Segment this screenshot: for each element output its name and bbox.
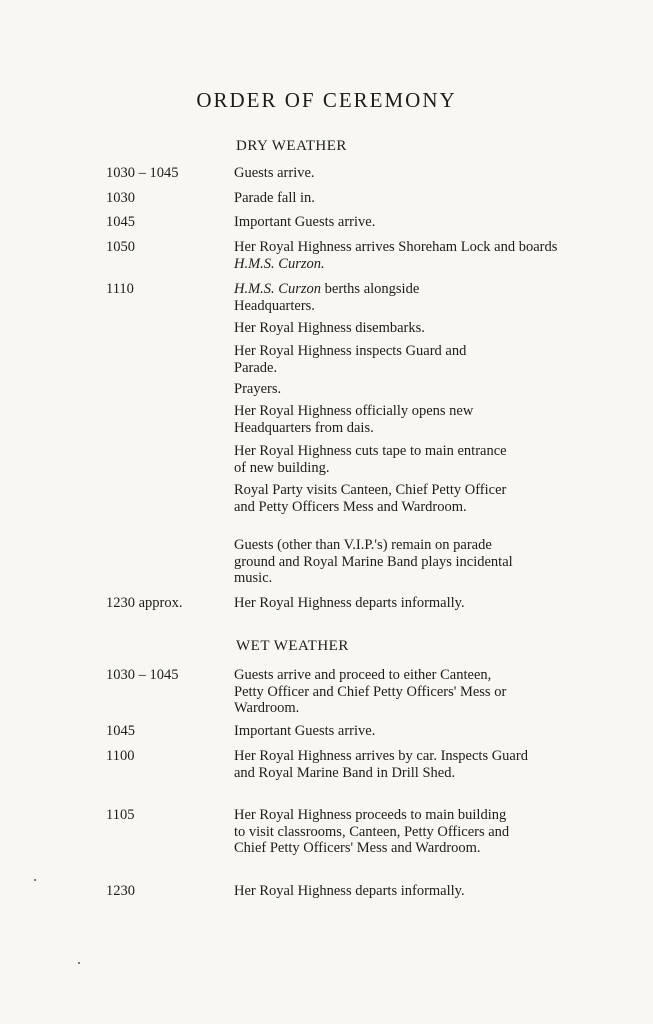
row-description: Prayers. bbox=[234, 381, 282, 397]
row-time: 1045 bbox=[106, 214, 135, 230]
row-description: Her Royal Highness inspects Guard and Parade. bbox=[234, 343, 467, 376]
page-title: ORDER OF CEREMONY bbox=[196, 88, 457, 112]
row-description: Her Royal Highness arrives Shoreham Lock and boards H.M.S. Curzon. bbox=[234, 239, 558, 272]
row-description: Important Guests arrive. bbox=[234, 214, 376, 230]
row-description: Her Royal Highness departs informally. bbox=[234, 883, 465, 899]
row-description: Her Royal Highness officially opens new Headquarters from dais. bbox=[234, 403, 474, 436]
row-time: 1230 approx. bbox=[106, 595, 183, 611]
row-description: Her Royal Highness disembarks. bbox=[234, 320, 425, 336]
row-time: 1105 bbox=[106, 807, 135, 823]
row-description: Royal Party visits Canteen, Chief Petty Officer and Petty Officers Mess and Wardroom. bbox=[234, 482, 507, 515]
row-description: Her Royal Highness cuts tape to main entrance of new building. bbox=[234, 443, 507, 476]
row-description: Guests arrive and proceed to either Canteen, Petty Officer and Chief Petty Officers' Mess or Wardroom. bbox=[234, 667, 507, 716]
row-time: 1030 – 1045 bbox=[106, 667, 179, 683]
row-time: 1045 bbox=[106, 723, 135, 739]
row-description: H.M.S. Curzon berths alongside Headquarters. bbox=[234, 281, 420, 314]
wet-weather-heading: WET WEATHER bbox=[236, 638, 349, 654]
dry-weather-heading: DRY WEATHER bbox=[236, 138, 347, 154]
row-description: Guests arrive. bbox=[234, 165, 315, 181]
row-time: 1050 bbox=[106, 239, 135, 255]
row-time: 1030 – 1045 bbox=[106, 165, 179, 181]
row-time: 1230 bbox=[106, 883, 135, 899]
row-description: Her Royal Highness departs informally. bbox=[234, 595, 465, 611]
row-description: Important Guests arrive. bbox=[234, 723, 376, 739]
row-description: Parade fall in. bbox=[234, 190, 315, 206]
paper-speck bbox=[78, 962, 80, 964]
paper-speck bbox=[34, 879, 36, 881]
row-time: 1030 bbox=[106, 190, 135, 206]
row-description: Her Royal Highness arrives by car. Inspects Guard and Royal Marine Band in Drill Shed. bbox=[234, 748, 528, 781]
row-time: 1110 bbox=[106, 281, 134, 297]
row-description: Guests (other than V.I.P.'s) remain on parade ground and Royal Marine Band plays incidental music. bbox=[234, 537, 513, 586]
row-description: Her Royal Highness proceeds to main building to visit classrooms, Canteen, Petty Officers and Chief Petty Officers' Mess and Wardroom. bbox=[234, 807, 510, 856]
row-time: 1100 bbox=[106, 748, 135, 764]
